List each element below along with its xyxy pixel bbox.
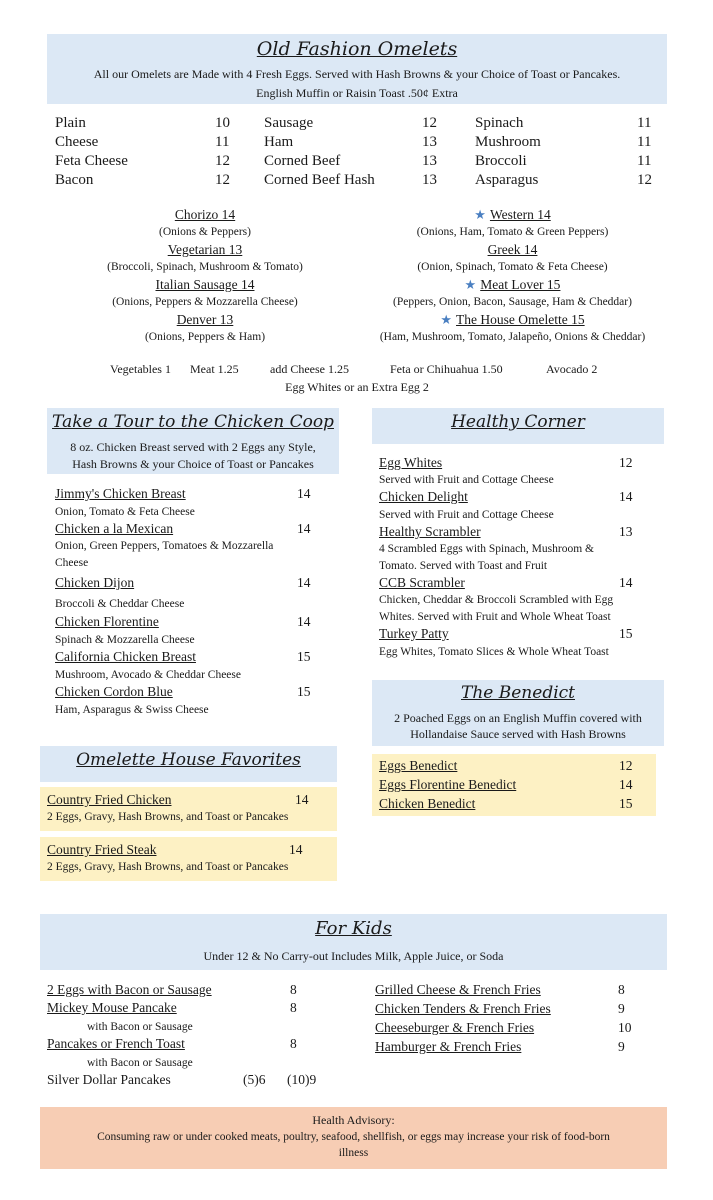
menu-item: Corned Beef 13 xyxy=(264,153,437,169)
menu-item: Cheese 11 xyxy=(55,134,230,150)
menu-item: Broccoli 11 xyxy=(475,153,652,169)
omelets-col-2 xyxy=(264,115,444,191)
specialty-desc: (Ham, Mushroom, Tomato, Jalapeño, Onions & Cheddar) xyxy=(379,331,646,343)
menu-item: Spinach 11 xyxy=(475,115,652,131)
favorites-item-2 xyxy=(47,842,332,876)
item-desc: with Bacon or Sausage xyxy=(87,1057,193,1069)
item-desc-2: Cheese xyxy=(55,557,89,569)
menu-item: Plain 10 xyxy=(55,115,230,131)
favorites-item-1 xyxy=(47,792,332,826)
extra-avocado: Avocado 2 xyxy=(546,362,598,376)
menu-item: Egg Whites 12 xyxy=(379,455,633,470)
extra-feta: Feta or Chihuahua 1.50 xyxy=(390,362,503,376)
menu-item: Chicken Benedict 15 xyxy=(379,796,633,811)
specialty-name-row: ★ Meat Lover 15 xyxy=(464,277,561,292)
menu-item: Mickey Mouse Pancake 8 xyxy=(47,1000,297,1015)
item-desc: 2 Eggs, Gravy, Hash Browns, and Toast or Pancakes xyxy=(47,861,289,873)
healthy-list xyxy=(379,455,669,661)
advisory-line-2: illness xyxy=(338,1147,369,1159)
menu-item: Mushroom 11 xyxy=(475,134,652,150)
star-icon: ★ xyxy=(440,312,453,327)
star-icon: ★ xyxy=(474,207,486,222)
specialty-desc: (Peppers, Onion, Bacon, Sausage, Ham & Cheddar) xyxy=(393,296,632,308)
benedict-list xyxy=(379,758,649,815)
specialty-desc: (Onion, Spinach, Tomato & Feta Cheese) xyxy=(417,261,608,273)
item-desc: Onion, Green Peppers, Tomatoes & Mozzarella xyxy=(55,540,274,552)
menu-item: Country Fried Chicken 14 xyxy=(47,792,309,807)
specialty-desc: (Onions, Peppers & Ham) xyxy=(144,331,266,343)
specialty-name: Denver 13 xyxy=(176,312,234,327)
item-desc: Ham, Asparagus & Swiss Cheese xyxy=(55,704,209,716)
menu-item: Silver Dollar Pancakes (5)6 (10)9 xyxy=(47,1072,317,1087)
favorites-title: Omelette House Favorites xyxy=(76,750,301,770)
menu-item: Hamburger & French Fries 9 xyxy=(375,1039,625,1054)
item-desc: Spinach & Mozzarella Cheese xyxy=(55,634,195,646)
menu-item: Pancakes or French Toast 8 xyxy=(47,1036,297,1051)
healthy-title: Healthy Corner xyxy=(451,412,585,432)
specialty-desc: (Onions & Peppers) xyxy=(159,226,251,238)
specialty-name-row: ★ Western 14 xyxy=(474,207,551,222)
specialty-name: Italian Sausage 14 xyxy=(155,277,255,292)
chicken-note-2: Hash Browns & your Choice of Toast or Pancakes xyxy=(72,457,314,471)
specialty-name: Greek 14 xyxy=(487,242,538,257)
menu-item: 2 Eggs with Bacon or Sausage 8 xyxy=(47,982,297,997)
menu-item: Bacon 12 xyxy=(55,172,230,188)
chicken-title: Take a Tour to the Chicken Coop xyxy=(52,412,334,432)
item-desc: Egg Whites, Tomato Slices & Whole Wheat Toast xyxy=(379,646,609,658)
specialty-desc: (Onions, Peppers & Mozzarella Cheese) xyxy=(112,296,298,308)
specialty-desc: (Broccoli, Spinach, Mushroom & Tomato) xyxy=(107,261,303,273)
menu-item: Chicken a la Mexican 14 xyxy=(55,521,311,536)
specialty-name: Chorizo 14 xyxy=(174,207,236,222)
specialty-name: Vegetarian 13 xyxy=(167,242,243,257)
menu-item: Chicken Cordon Blue 15 xyxy=(55,684,311,699)
extra-cheese: add Cheese 1.25 xyxy=(270,362,349,376)
omelets-note-2: English Muffin or Raisin Toast .50¢ Extra xyxy=(256,86,458,100)
menu-item: Country Fried Steak 14 xyxy=(47,842,303,857)
menu-item: Turkey Patty 15 xyxy=(379,626,633,641)
item-desc: with Bacon or Sausage xyxy=(87,1021,193,1033)
menu-item: California Chicken Breast 15 xyxy=(55,649,311,664)
menu-item: Corned Beef Hash 13 xyxy=(264,172,437,188)
item-desc: Chicken, Cheddar & Broccoli Scrambled with Egg xyxy=(379,594,614,606)
menu-item: Chicken Tenders & French Fries 9 xyxy=(375,1001,625,1016)
item-desc: Broccoli & Cheddar Cheese xyxy=(55,598,185,610)
specialty-right xyxy=(355,206,670,346)
menu-item: Ham 13 xyxy=(264,134,437,150)
menu-item: Grilled Cheese & French Fries 8 xyxy=(375,982,625,997)
menu-item: CCB Scrambler 14 xyxy=(379,575,633,590)
kids-note: Under 12 & No Carry-out Includes Milk, Apple Juice, or Soda xyxy=(203,949,504,963)
omelets-col-3 xyxy=(475,115,660,191)
omelets-note-1: All our Omelets are Made with 4 Fresh Eggs. Served with Hash Browns & your Choice of Toast or Pancakes. xyxy=(93,67,621,81)
menu-item: Chicken Florentine 14 xyxy=(55,614,311,629)
kids-title: For Kids xyxy=(315,918,392,939)
item-desc-2: Tomato. Served with Toast and Fruit xyxy=(379,560,548,572)
kids-right-list xyxy=(375,982,665,1058)
omelets-col-1 xyxy=(55,115,235,191)
omelets-title: Old Fashion Omelets xyxy=(256,38,458,60)
extra-egg-whites: Egg Whites or an Extra Egg 2 xyxy=(285,380,429,394)
item-desc-2: Whites. Served with Fruit and Whole Wheat Toast xyxy=(379,611,611,623)
menu-item: Chicken Delight 14 xyxy=(379,489,633,504)
item-desc: 4 Scrambled Eggs with Spinach, Mushroom & xyxy=(379,543,594,555)
item-desc: Mushroom, Avocado & Cheddar Cheese xyxy=(55,669,241,681)
benedict-note-2: Hollandaise Sauce served with Hash Browns xyxy=(410,727,626,741)
chicken-list xyxy=(55,486,345,719)
menu-item: Chicken Dijon 14 xyxy=(55,575,311,590)
item-desc: 2 Eggs, Gravy, Hash Browns, and Toast or Pancakes xyxy=(47,811,289,823)
menu-item: Eggs Florentine Benedict 14 xyxy=(379,777,633,792)
menu-item: Healthy Scrambler 13 xyxy=(379,524,633,539)
specialty-left xyxy=(60,206,350,346)
menu-item: Sausage 12 xyxy=(264,115,437,131)
advisory-line-1: Consuming raw or under cooked meats, poultry, seafood, shellfish, or eggs may increase your risk of food-born xyxy=(97,1131,610,1143)
menu-item: Eggs Benedict 12 xyxy=(379,758,633,773)
extra-meat: Meat 1.25 xyxy=(190,362,239,376)
item-desc: Served with Fruit and Cottage Cheese xyxy=(379,474,554,486)
benedict-note-1: 2 Poached Eggs on an English Muffin covered with xyxy=(394,711,642,725)
star-icon: ★ xyxy=(464,277,477,292)
advisory-title: Health Advisory: xyxy=(312,1113,395,1127)
benedict-title: The Benedict xyxy=(461,683,575,703)
chicken-note-1: 8 oz. Chicken Breast served with 2 Eggs any Style, xyxy=(70,440,316,454)
menu-item: Asparagus 12 xyxy=(475,172,652,188)
extra-vegetables: Vegetables 1 xyxy=(110,362,171,376)
kids-left-list xyxy=(47,982,347,1090)
menu-item: Cheeseburger & French Fries 10 xyxy=(375,1020,632,1035)
item-desc: Served with Fruit and Cottage Cheese xyxy=(379,509,554,521)
menu-item: Feta Cheese 12 xyxy=(55,153,230,169)
specialty-desc: (Onions, Ham, Tomato & Green Peppers) xyxy=(416,226,609,238)
menu-item: Jimmy's Chicken Breast 14 xyxy=(55,486,311,501)
specialty-name-row: ★ The House Omelette 15 xyxy=(440,312,585,327)
item-desc: Onion, Tomato & Feta Cheese xyxy=(55,506,195,518)
